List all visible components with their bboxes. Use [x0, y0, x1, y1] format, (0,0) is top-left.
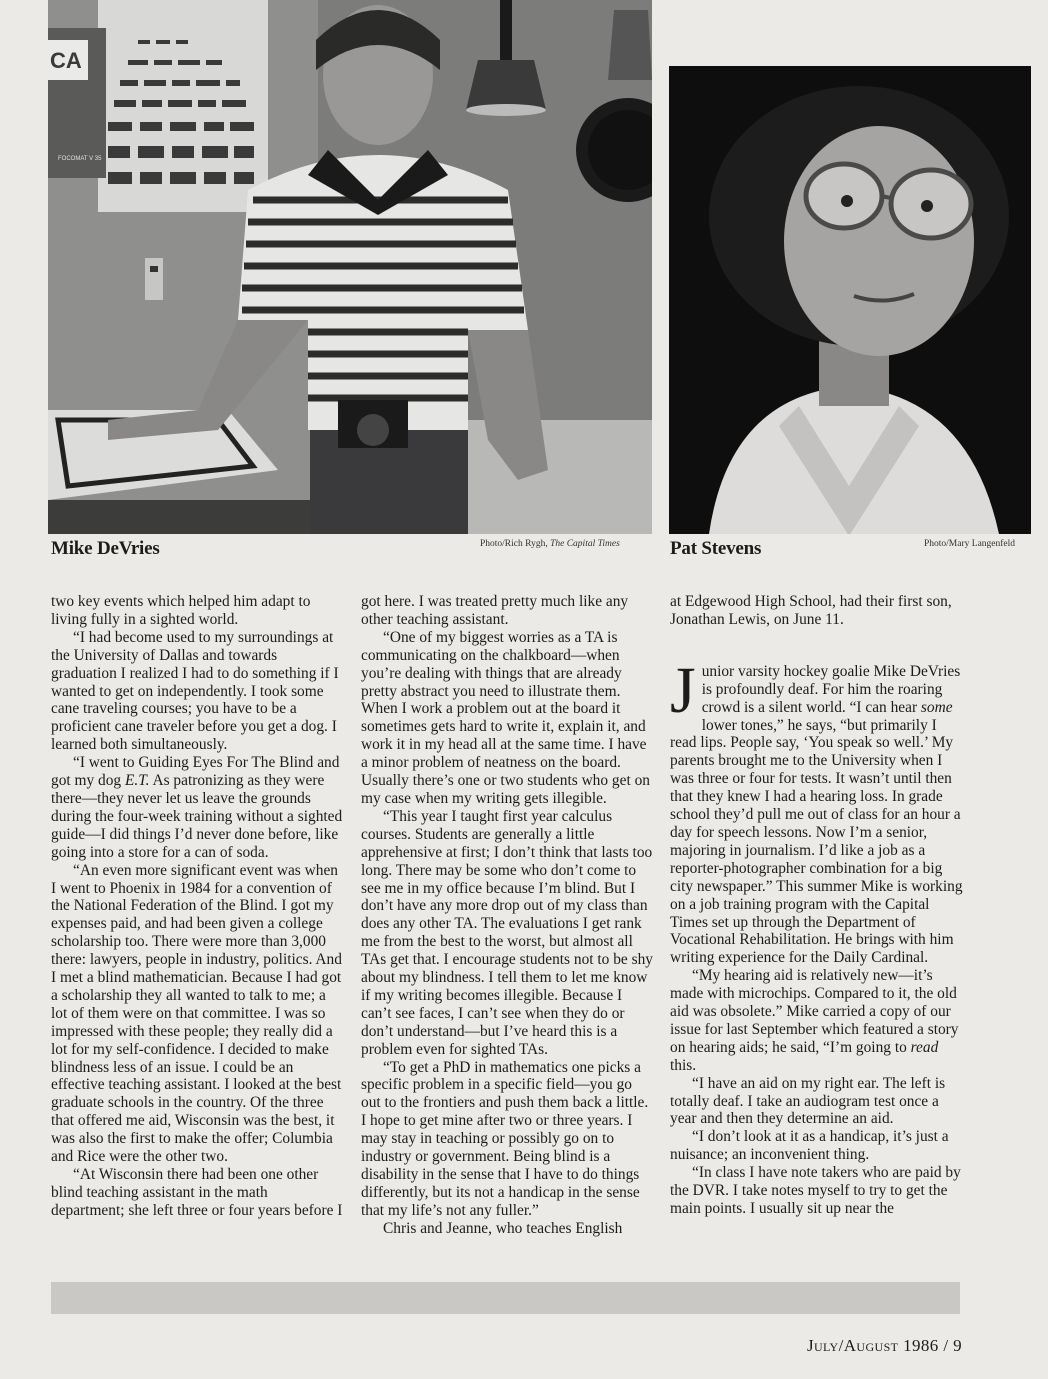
col2-paragraph-2: “One of my biggest worries as a TA is communicating on the chalkboard—when you’re dealing with things that are already pretty abstract you need to illustrate them. When I work a problem out at the board it sometimes gets hard to write it, explain it, and work it in my head all at the same time. I have a minor problem of neatness on the board. Usually there’s one or two students who get on my case when my writing gets illegible.: [361, 628, 650, 807]
photo-pat-stevens: [669, 66, 1031, 534]
col1-paragraph-4: “An even more significant event was when I went to Phoenix in 1984 for a convention of the National Federation of the Blind. I got my expenses paid, and had been given a college scholarship too. There were more than 3,000 there: lawyers, people in industry, politics. And I met a blind mathematician. Because I had got a scholarship they all wanted to talk to me; a lot of them were on that committee. I was so impressed with these people; they really did a lot for my self-confidence. I decided to make blindness less of an issue. I could be an effective teaching assistant. I looked at the best graduate schools in the country. Of the three that offered me aid, Wisconsin was the best, it was also the first to make the offer; Columbia and Rice were the other two.: [51, 861, 342, 1166]
col3-paragraph-2-emphasis: some: [920, 698, 953, 716]
camera-label: FOCOMAT V 35: [58, 156, 102, 162]
drop-cap: J: [670, 653, 696, 727]
col1-paragraph-3-c: As patronizing as they were there—they never let us leave the grounds during the four-week training without a sighted guide—I did things I’d never done before, like going into a store for a can of soda.: [51, 772, 343, 861]
caption-credit-left-prefix: Photo/Rich Rygh,: [480, 539, 551, 549]
footer-bar: [51, 1282, 960, 1314]
col1-paragraph-3: [51, 754, 343, 861]
col1-paragraph-3-a: “I went to Guiding Eyes For The Blind and got my dog: [51, 754, 340, 790]
caption-name-left: Mike DeVries: [51, 538, 160, 559]
col1-paragraph-2: “I had become used to my surroundings at the University of Dallas and towards graduation I realized I had to do something if I wanted to get on independently. I took some cane traveling courses; you have to be a proficient cane traveler before you get a dog. I learned both simultaneously.: [51, 628, 339, 754]
poster-logo: CA: [50, 48, 82, 73]
folio-issue: July/August: [806, 1336, 899, 1355]
col3-paragraph-4: “I have an aid on my right ear. The left is totally deaf. I take an audiogram test once a year and then they determine an aid.: [670, 1074, 946, 1128]
page-folio: [807, 1336, 962, 1356]
photo-pat-stevens-image: [669, 66, 1031, 534]
col3-paragraph-6: “In class I have note takers who are paid by the DVR. I take notes myself to try to get the main points. I usually sit up near the: [670, 1164, 961, 1217]
col3-paragraph-3-a: “My hearing aid is relatively new—it’s made with microchips. Compared to it, the old aid was obsolete.” Mike carried a copy of our issue for last September which featured a story on hearing aids; he said, “I’m going to: [670, 967, 959, 1056]
column-1: [51, 593, 343, 1220]
caption-credit-left-publication: The Capital Times: [550, 539, 620, 549]
caption-credit-left: [480, 539, 620, 549]
col2-paragraph-4: “To get a PhD in mathematics one picks a specific problem in a specific field—you go out to the frontiers and push them back a little. I hope to get mine after two or three years. I may stay in teaching or possibly go on to industry or government. Being blind is a disability in the sense that I have to do things differently, but its not a handicap in the sense that my life’s not any fuller.”: [361, 1058, 649, 1219]
caption-credit-right: Photo/Mary Langenfeld: [924, 539, 1016, 549]
col3-paragraph-3-emphasis: read: [910, 1038, 939, 1056]
col1-paragraph-1: two key events which helped him adapt to living fully in a sighted world.: [51, 593, 311, 628]
photo-mike-devries-image: [48, 0, 652, 534]
col1-paragraph-3-dogname: E.T.: [124, 772, 150, 790]
col3-paragraph-1: at Edgewood High School, had their first son, Jonathan Lewis, on June 11.: [670, 593, 952, 628]
col2-paragraph-3: “This year I taught first year calculus courses. Students are generally a little apprehensive at first; I don’t think that lasts too long. There may be some who don’t come to see me in my office because I’m blind. But I don’t have any more drop out of my class than does any other TA. The evaluations I get rank me from the best to the worst, but almost all TAs get that. I encourage students not to be shy about my blindness. I tell them to let me know if my writing becomes illegible. Because I can’t see faces, I can’t see when they do or don’t understand—but I’ve heard this is a problem even for sighted TAs.: [361, 807, 653, 1058]
folio-year-page: 1986 / 9: [898, 1336, 962, 1355]
photo-mike-devries: [48, 0, 652, 534]
col3-paragraph-2: [670, 653, 964, 967]
col3-paragraph-3: [670, 967, 964, 1074]
col2-paragraph-1: got here. I was treated pretty much like any other teaching assistant.: [361, 593, 629, 628]
column-2: [361, 593, 653, 1238]
col3-paragraph-3-c: this.: [670, 1056, 697, 1074]
col3-paragraph-2-c: lower tones,” he says, “but primarily I read lips. People say, ‘You speak so well.’ My parents brought me to the University when I was three or four for tests. It wasn’t until then that they knew I had a hearing loss. In grade school they’d pull me out of class for an hour a day for speech lessons. Now I’m a senior, majoring in journalism. I’d like a job as a reporter-photographer combination for a big city newspaper.” This summer Mike is working on a job training program with the Capital Times set up through the Department of Vocational Rehabilitation. He brings with him writing experience for the Daily Cardinal.: [670, 716, 963, 967]
col3-paragraph-2-a: unior varsity hockey goalie Mike DeVries is profoundly deaf. For him the roaring crowd is a silent world. “I can hear: [701, 662, 961, 716]
caption-name-right: Pat Stevens: [670, 538, 762, 559]
col1-paragraph-5: “At Wisconsin there had been one other blind teaching assistant in the math department; she left three or four years before I: [51, 1166, 343, 1219]
column-3: [670, 593, 964, 1218]
col2-paragraph-5: Chris and Jeanne, who teaches English: [383, 1219, 623, 1237]
col3-paragraph-5: “I don’t look at it as a handicap, it’s just a nuisance; an inconvenient thing.: [670, 1128, 949, 1164]
